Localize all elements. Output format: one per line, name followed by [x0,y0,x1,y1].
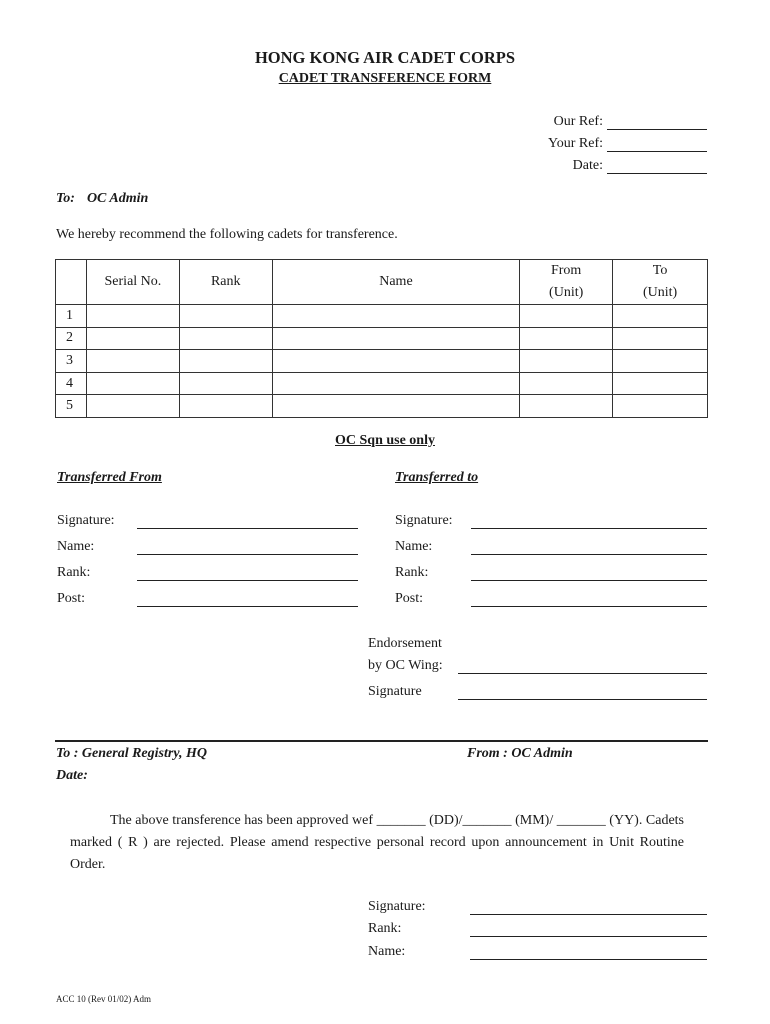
section-divider [55,740,708,742]
to-cell[interactable] [613,372,708,395]
header-name: Name [272,260,520,305]
registry-to: To : General Registry, HQ [56,746,208,761]
from-cell[interactable] [520,350,613,373]
row-number: 5 [56,395,87,418]
name-cell[interactable] [272,305,520,328]
from-signature-label: Signature: [57,513,115,528]
table-row [56,350,708,373]
form-code: ACC 10 (Rev 01/02) Adm [56,994,152,1004]
from-post-field[interactable] [137,592,358,607]
transferred-to-heading: Transferred to [395,470,479,485]
form-title: HONG KONG AIR CADET CORPS [254,48,516,67]
from-post-row [57,591,358,607]
from-name-label: Name: [57,539,95,554]
endorsement-line1: Endorsement [368,636,442,651]
to-post-label: Post: [395,591,424,606]
registry-signature-field[interactable] [470,900,707,915]
date-row [573,158,707,174]
rank-cell[interactable] [179,395,272,418]
our-ref-row [554,114,707,130]
registry-signature-label: Signature: [368,899,426,914]
header-from-line1: From [550,263,582,278]
serial-cell[interactable] [86,350,179,373]
endorsement-signature-row [368,684,707,700]
endorsement-signature-label: Signature [368,684,422,699]
name-cell[interactable] [272,350,520,373]
from-post-label: Post: [57,591,86,606]
from-rank-row [57,565,358,581]
table-row [56,372,708,395]
rank-cell[interactable] [179,350,272,373]
approval-paragraph [70,810,684,876]
to-name-label: Name: [395,539,433,554]
table-row [56,305,708,328]
row-number: 3 [56,350,87,373]
from-cell[interactable] [520,305,613,328]
registry-signature-row [368,899,707,915]
header-index [56,260,87,305]
date-field[interactable] [607,159,707,174]
from-cell[interactable] [520,372,613,395]
table-row [56,327,708,350]
rank-cell[interactable] [179,327,272,350]
from-rank-field[interactable] [137,566,358,581]
endorsement-signature-field[interactable] [458,685,707,700]
to-cell[interactable] [613,350,708,373]
to-cell[interactable] [613,395,708,418]
cadet-table [55,259,708,418]
from-name-field[interactable] [137,540,358,555]
registry-date: Date: [56,768,88,783]
name-cell[interactable] [272,395,520,418]
approval-text: The above transference has been approved wef _______ (DD)/_______ (MM)/ _______ (YY). Cadets marked ( R ) are rejected. Please amend respective personal record upon announcement in Unit Routine Order. [70,813,684,872]
from-name-row [57,539,358,555]
to-signature-field[interactable] [471,514,707,529]
to-cell[interactable] [613,327,708,350]
registry-name-label: Name: [368,944,406,959]
our-ref-label: Our Ref: [553,114,603,129]
date-label: Date: [572,158,603,173]
header-to [613,260,708,305]
from-signature-row [57,513,358,529]
to-rank-label: Rank: [395,565,429,580]
serial-cell[interactable] [86,395,179,418]
to-signature-label: Signature: [395,513,453,528]
form-subtitle: CADET TRANSFERENCE FORM [278,71,492,86]
from-signature-field[interactable] [137,514,358,529]
our-ref-field[interactable] [607,115,707,130]
header-serial: Serial No. [86,260,179,305]
registry-name-row [368,944,707,960]
endorsement-field[interactable] [458,659,707,674]
header-from [520,260,613,305]
oc-sqn-heading: OC Sqn use only [335,433,435,448]
row-number: 2 [56,327,87,350]
transferred-from-heading: Transferred From [57,470,162,485]
registry-from: From : OC Admin [467,746,573,761]
row-number: 4 [56,372,87,395]
to-signature-row [395,513,707,529]
rank-cell[interactable] [179,305,272,328]
table-header-row [56,260,708,305]
intro-text: We hereby recommend the following cadets for transference. [56,227,398,242]
to-rank-field[interactable] [471,566,707,581]
your-ref-field[interactable] [607,137,707,152]
from-cell[interactable] [520,327,613,350]
row-number: 1 [56,305,87,328]
serial-cell[interactable] [86,327,179,350]
header-to-line2: (Unit) [642,285,678,300]
serial-cell[interactable] [86,372,179,395]
name-cell[interactable] [272,372,520,395]
to-rank-row [395,565,707,581]
registry-rank-label: Rank: [368,921,402,936]
to-post-row [395,591,707,607]
to-name-field[interactable] [471,540,707,555]
header-to-line1: To [652,263,668,278]
your-ref-row [548,136,707,152]
endorsement-row [368,658,707,674]
to-cell[interactable] [613,305,708,328]
to-name-row [395,539,707,555]
header-from-line2: (Unit) [549,285,584,300]
registry-rank-field[interactable] [470,922,707,937]
your-ref-label: Your Ref: [548,136,603,151]
to-post-field[interactable] [471,592,707,607]
registry-rank-row [368,921,707,937]
endorsement-line2: by OC Wing: [368,658,443,673]
header-rank: Rank [179,260,272,305]
to-value: OC Admin [86,191,149,206]
to-line [56,191,148,207]
from-rank-label: Rank: [57,565,91,580]
registry-name-field[interactable] [470,945,707,960]
rank-cell[interactable] [179,372,272,395]
to-label: To: [56,191,75,206]
from-cell[interactable] [520,395,613,418]
table-row [56,395,708,418]
name-cell[interactable] [272,327,520,350]
serial-cell[interactable] [86,305,179,328]
